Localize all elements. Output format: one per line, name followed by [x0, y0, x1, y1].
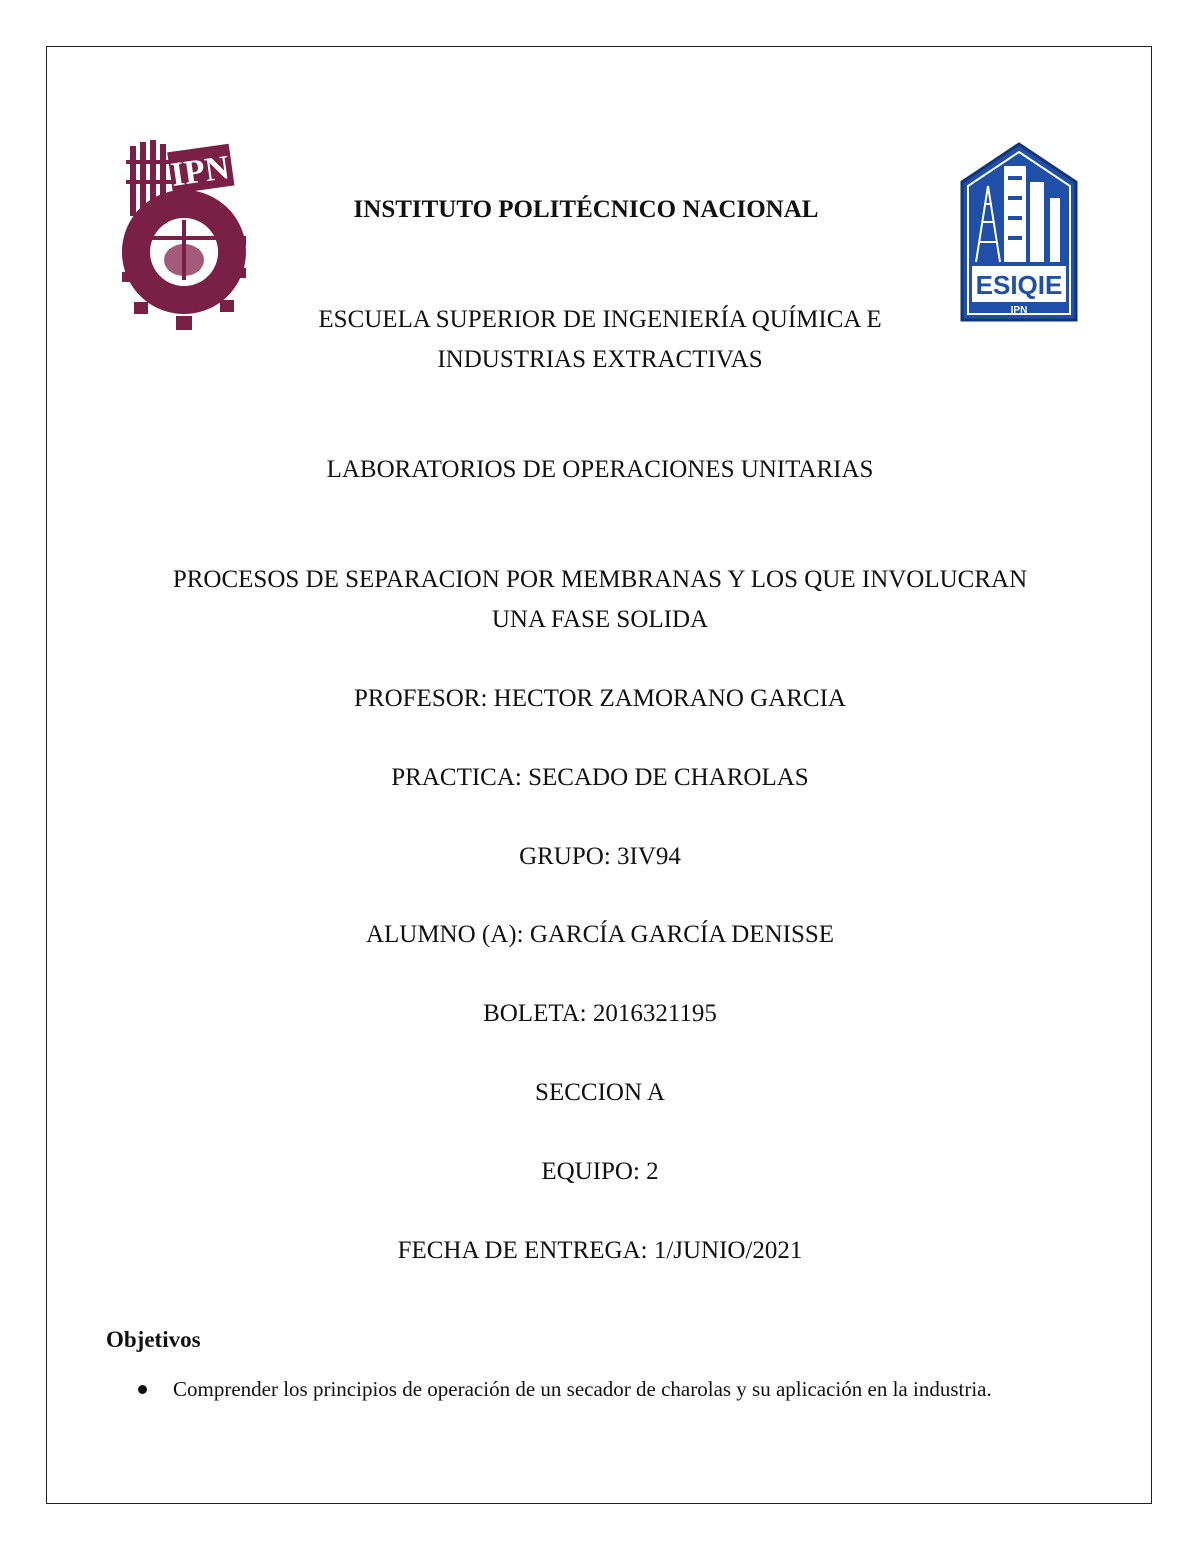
ipn-logo-text: IPN [168, 149, 232, 194]
practice-line: PRACTICA: SECADO DE CHAROLAS [391, 764, 809, 791]
bullet-icon [138, 1385, 147, 1394]
delivery-date-line: FECHA DE ENTREGA: 1/JUNIO/2021 [397, 1237, 803, 1264]
subject-line2: UNA FASE SOLIDA [491, 606, 709, 633]
school-name-line1: ESCUELA SUPERIOR DE INGENIERÍA QUÍMICA E [318, 306, 882, 333]
esiqie-logo-graphic [958, 142, 1080, 324]
objectives-heading: Objetivos [106, 1327, 201, 1352]
subject-line1: PROCESOS DE SEPARACION POR MEMBRANAS Y LOS QUE INVOLUCRAN [172, 566, 1028, 593]
group-line: GRUPO: 3IV94 [519, 843, 681, 870]
objective-text: Comprender los principios de operación de un secador de charolas y su aplicación en la industria. [173, 1377, 992, 1401]
boleta-line: BOLETA: 2016321195 [483, 1000, 717, 1027]
institution-title: INSTITUTO POLITÉCNICO NACIONAL [353, 196, 819, 223]
section-line: SECCION A [535, 1079, 665, 1106]
student-line: ALUMNO (A): GARCÍA GARCÍA DENISSE [365, 921, 835, 948]
objectives-list-item [138, 1372, 1138, 1406]
school-name-line2: INDUSTRIAS EXTRACTIVAS [437, 346, 763, 373]
esiqie-logo [958, 142, 1080, 324]
esiqie-logo-text: ESIQIE [975, 270, 1063, 300]
laboratory-name: LABORATORIOS DE OPERACIONES UNITARIAS [326, 456, 874, 483]
esiqie-logo-subtext: IPN [1010, 305, 1028, 316]
team-line: EQUIPO: 2 [541, 1158, 659, 1185]
professor-line: PROFESOR: HECTOR ZAMORANO GARCIA [354, 685, 846, 712]
